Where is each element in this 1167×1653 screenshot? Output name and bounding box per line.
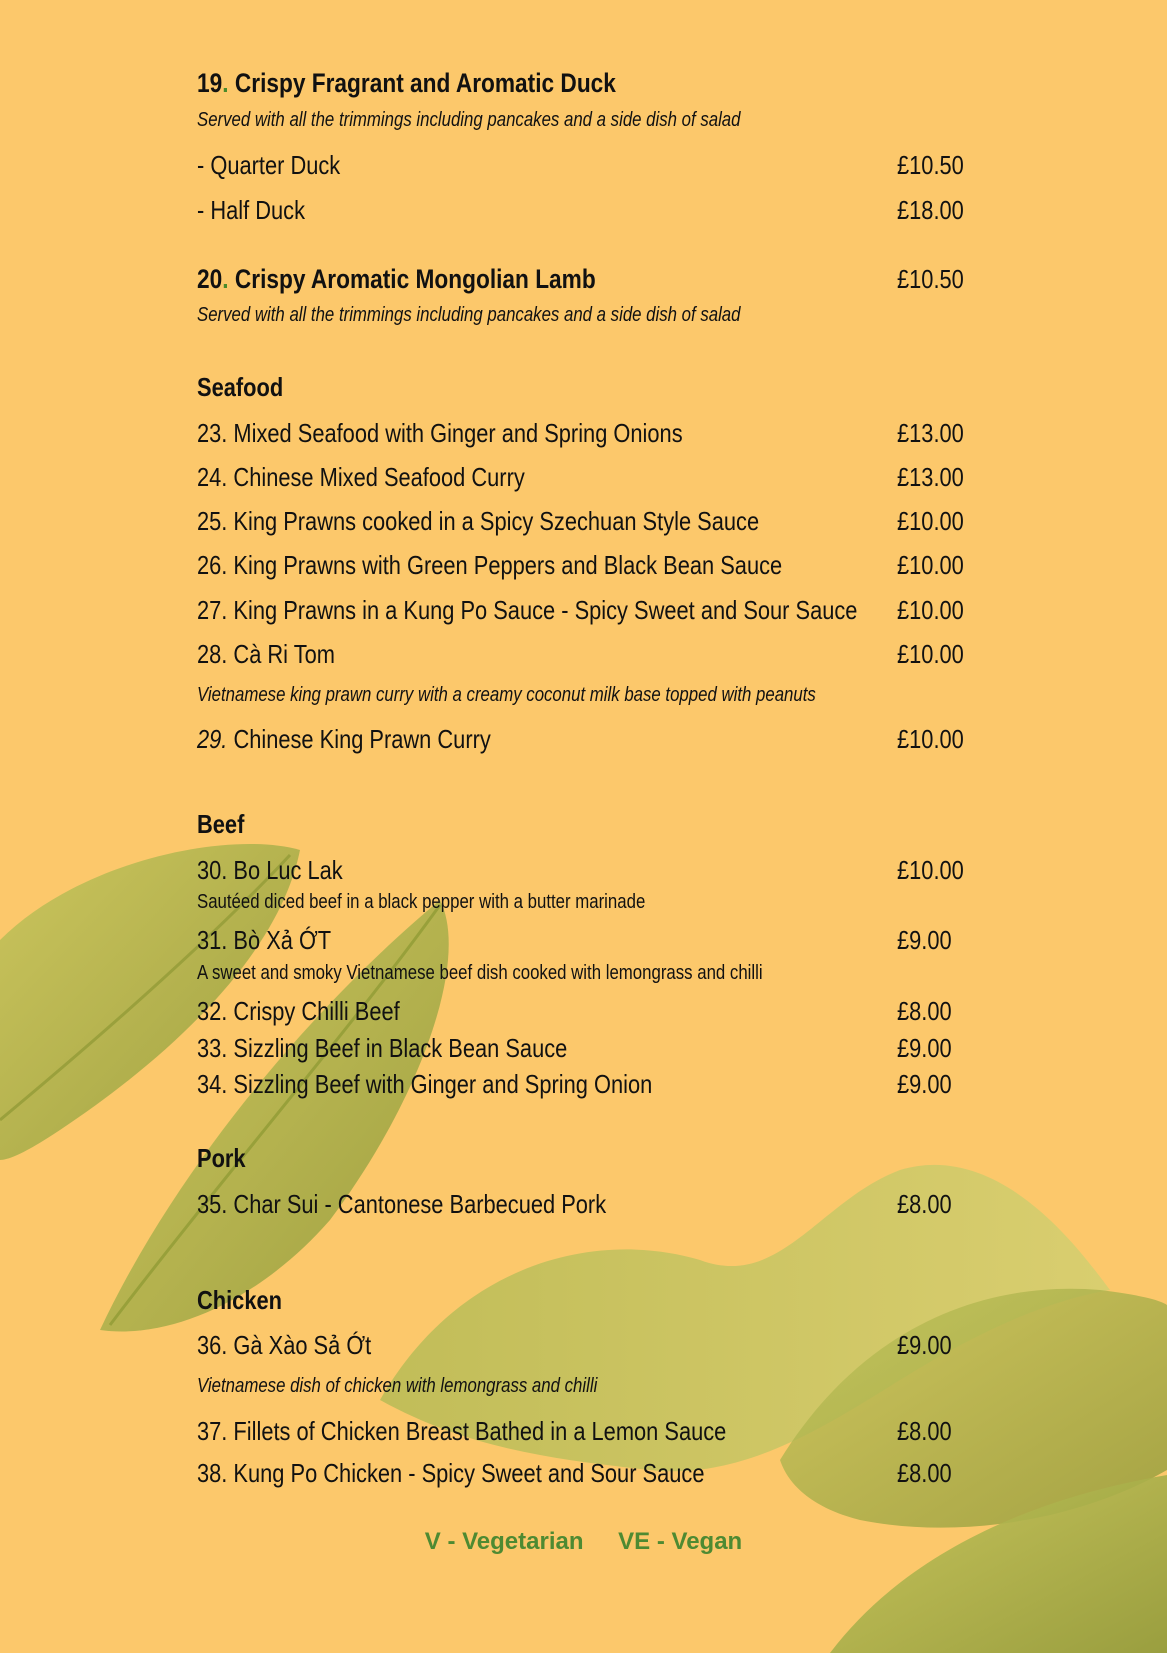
menu-item: 30. Bo Luc Lak (197, 855, 343, 885)
lamb-title: Crispy Aromatic Mongolian Lamb (234, 264, 596, 294)
menu-item: 31. Bò Xả ỚT (197, 925, 332, 955)
menu-item-price: £9.00 (897, 925, 952, 955)
duck-option-quarter-price: £10.50 (897, 150, 964, 180)
section-heading-pork: Pork (197, 1143, 246, 1173)
menu-item: 24. Chinese Mixed Seafood Curry (197, 462, 525, 492)
menu-item: 36. Gà Xào Sả Ớt (197, 1330, 372, 1360)
duck-option-quarter: - Quarter Duck (197, 150, 341, 180)
menu-item-price: £9.00 (897, 1033, 952, 1063)
menu-item-price: £10.00 (897, 595, 964, 625)
menu-item-price: £13.00 (897, 462, 964, 492)
menu-item: 38. Kung Po Chicken - Spicy Sweet and Sour Sauce (197, 1458, 705, 1488)
menu-item-price: £10.00 (897, 506, 964, 536)
duck-option-half-price: £18.00 (897, 195, 964, 225)
legend-vegetarian: V - Vegetarian (424, 1528, 584, 1555)
menu-item-price: £8.00 (897, 996, 952, 1026)
menu-item: 32. Crispy Chilli Beef (197, 996, 400, 1026)
menu-item: 23. Mixed Seafood with Ginger and Spring Onions (197, 418, 683, 448)
menu-item-price: £10.00 (897, 855, 964, 885)
menu-item-description: Vietnamese dish of chicken with lemongrass and chilli (197, 1375, 598, 1397)
lamb-description: Served with all the trimmings including pancakes and a side dish of salad (197, 304, 741, 326)
duck-option-half: - Half Duck (197, 195, 306, 225)
menu-item: 25. King Prawns cooked in a Spicy Szechuan Style Sauce (197, 506, 760, 536)
menu-item-price: £13.00 (897, 418, 964, 448)
lamb-heading: 20. Crispy Aromatic Mongolian Lamb (197, 264, 596, 294)
menu-item: 26. King Prawns with Green Peppers and Black Bean Sauce (197, 550, 783, 580)
menu-item: 29. Chinese King Prawn Curry (197, 724, 491, 754)
lamb-price: £10.50 (897, 264, 964, 294)
menu-item-price: £9.00 (897, 1330, 952, 1360)
menu-item-price: £10.00 (897, 639, 964, 669)
section-heading-beef: Beef (197, 809, 245, 839)
menu-item-price: £8.00 (897, 1189, 952, 1219)
menu-item: 33. Sizzling Beef in Black Bean Sauce (197, 1033, 568, 1063)
duck-title: Crispy Fragrant and Aromatic Duck (234, 68, 616, 98)
menu-item: 35. Char Sui - Cantonese Barbecued Pork (197, 1189, 607, 1219)
duck-description: Served with all the trimmings including pancakes and a side dish of salad (197, 109, 741, 131)
diet-legend (0, 1528, 1167, 1556)
menu-item-description: Vietnamese king prawn curry with a creamy coconut milk base topped with peanuts (197, 684, 816, 706)
menu-item: 37. Fillets of Chicken Breast Bathed in a Lemon Sauce (197, 1416, 727, 1446)
menu-item: 28. Cà Ri Tom (197, 639, 335, 669)
menu-item-price: £8.00 (897, 1416, 952, 1446)
legend-vegan: VE - Vegan (618, 1528, 743, 1555)
menu-item-price: £10.00 (897, 550, 964, 580)
menu-item: 27. King Prawns in a Kung Po Sauce - Spicy Sweet and Sour Sauce (197, 595, 858, 625)
menu-item-price: £10.00 (897, 724, 964, 754)
menu-item-description: Sautéed diced beef in a black pepper with a butter marinade (197, 891, 646, 913)
duck-heading: 19. Crispy Fragrant and Aromatic Duck (197, 68, 616, 98)
section-heading-seafood: Seafood (197, 372, 284, 402)
menu-item-price: £9.00 (897, 1069, 952, 1099)
menu-item-description: A sweet and smoky Vietnamese beef dish cooked with lemongrass and chilli (197, 962, 763, 984)
section-heading-chicken: Chicken (197, 1285, 282, 1315)
menu-item: 34. Sizzling Beef with Ginger and Spring Onion (197, 1069, 653, 1099)
menu-item-price: £8.00 (897, 1458, 952, 1488)
